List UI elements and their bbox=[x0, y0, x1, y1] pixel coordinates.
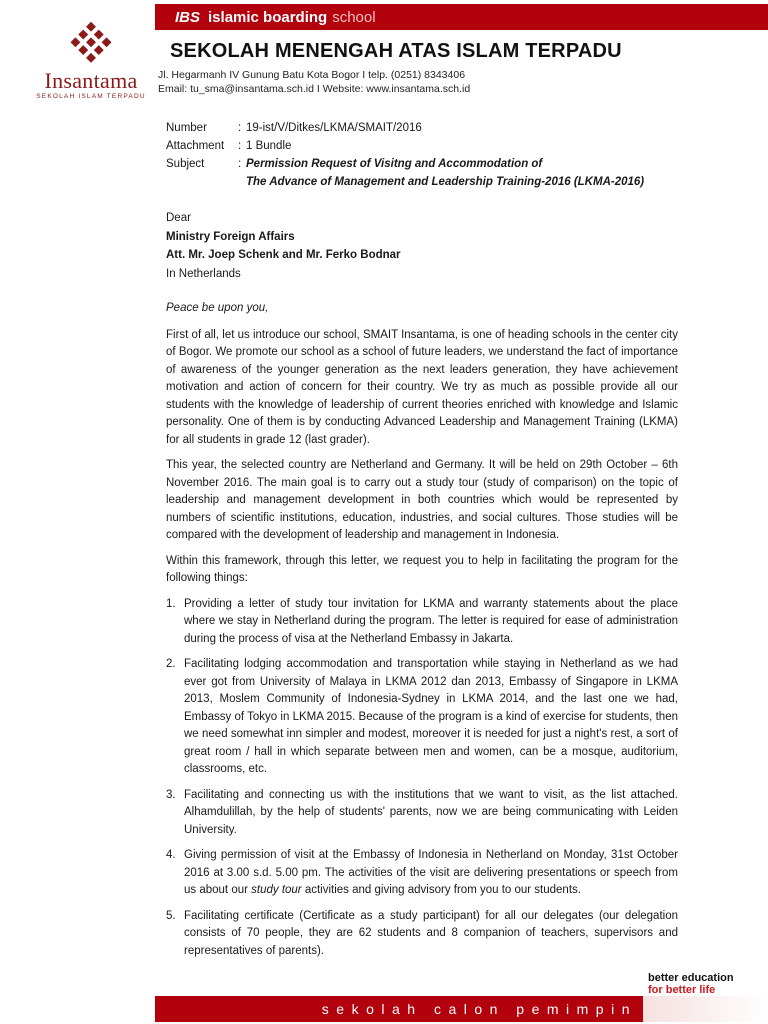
greeting: Peace be upon you, bbox=[166, 302, 269, 314]
slogan-line-1: better education bbox=[648, 972, 734, 984]
insantama-emblem-icon bbox=[66, 18, 116, 68]
footer-fade bbox=[643, 996, 768, 1022]
list-item: 4. Giving permission of visit at the Embassy of Indonesia in Netherland on Monday, 31st October 2016 at 3.00 s.d. 5.00 pm. The activities of the visit are delivering presentations or speech from us about our study tour activities and giving advisory from you to our students. bbox=[166, 849, 678, 896]
ibs-label: IBS bbox=[175, 8, 201, 26]
subject-line-1: Permission Request of Visitng and Accommodation of bbox=[246, 158, 543, 170]
letter-meta bbox=[166, 119, 644, 191]
school-logo bbox=[28, 18, 154, 100]
request-list bbox=[166, 596, 678, 961]
meta-attachment: Attachment : 1 Bundle bbox=[166, 137, 644, 155]
ibs-school: school bbox=[332, 8, 376, 26]
list-item: 3. Facilitating and connecting us with the institutions that we want to visit, as the list attached. Alhamdulillah, by the help of students' parents, now we are being communicating with Leiden University. bbox=[166, 788, 678, 836]
recipient-location: In Netherlands bbox=[166, 267, 241, 280]
letter-body bbox=[166, 300, 678, 968]
meta-number: Number : 19-ist/V/Ditkes/LKMA/SMAIT/2016 bbox=[166, 119, 644, 137]
footer-tagline: sekolah calon pemimpin bbox=[321, 1001, 637, 1017]
number-value: 19-ist/V/Ditkes/LKMA/SMAIT/2016 bbox=[246, 122, 422, 134]
ibs-header-bar bbox=[155, 4, 768, 30]
contact-line: Email: tu_sma@insantama.sch.id I Website: www.insantama.sch.id bbox=[158, 83, 471, 95]
list-item: 1. Providing a letter of study tour invitation for LKMA and warranty statements about the place where we stay in Netherland during the program. The letter is required for ease of administration during the process of visa at the Netherland Embassy in Jakarta. bbox=[166, 597, 678, 645]
school-title: SEKOLAH MENENGAH ATAS ISLAM TERPADU bbox=[170, 40, 622, 62]
footer-tagline-bar bbox=[155, 996, 643, 1022]
school-address bbox=[158, 68, 470, 96]
recipient-block bbox=[166, 209, 401, 283]
list-item: 2. Facilitating lodging accommodation and transportation while staying in Netherland as we had ever got from University of Malaya in LKMA 2012 dan 2013, Embassy of Singapore in LKMA 2013, Moslem Community of Indonesia-Sydney in LKMA 2014, and the last one we had, Embassy of Tokyo in LKMA 2015. Because of the program is a kind of exercise for students, then we need somewhat inn simpler and modest, moreover it is needed for just a night's rest, a sort of great room / hall in which separate between men and women, can be a mosque, auditorium, classrooms, etc. bbox=[166, 658, 678, 775]
subject-line-2: The Advance of Management and Leadership Training-2016 (LKMA-2016) bbox=[246, 176, 645, 188]
paragraph-schedule: This year, the selected country are Netherland and Germany. It will be held on 29th October – 6th November 2016. The main goal is to carry out a study tour (study of comparison) on the topic of leadership and management development in both countries which would be represented by numbers of scientific institutions, education, industries, and social cultures. Those studies will be compared with the development of leadership and management in Indonesia. bbox=[166, 459, 678, 541]
logo-subtitle: SEKOLAH ISLAM TERPADU bbox=[36, 93, 146, 100]
logo-name: Insantama bbox=[44, 68, 138, 93]
paragraph-intro: First of all, let us introduce our school, SMAIT Insantama, is one of heading schools in the center city of Bogor. We promote our school as a school of future leaders, we understand the fact of importance of awareness of the younger generation as the next leaders generation, they have achievement motivation and action of concern for their country. We try as much as possible provide all our students with the knowledge of leadership of current theories enriched with knowledge and Islamic personality. One of them is by conducting Advanced Leadership and Management Training (LKMA) for all students in grade 12 (last grader). bbox=[166, 328, 678, 446]
slogan-line-2: for better life bbox=[648, 984, 716, 996]
ibs-text: islamic boarding bbox=[208, 8, 328, 26]
slogan bbox=[648, 972, 734, 996]
meta-subject: Subject : Permission Request of Visitng and Accommodation of bbox=[166, 155, 644, 173]
salutation: Dear bbox=[166, 212, 191, 224]
recipient-attention: Att. Mr. Joep Schenk and Mr. Ferko Bodnar bbox=[166, 249, 401, 261]
paragraph-request: Within this framework, through this letter, we request you to help in facilitating the program for the following things: bbox=[166, 554, 678, 584]
attachment-value: 1 Bundle bbox=[246, 140, 292, 152]
list-item: 5. Facilitating certificate (Certificate as a study participant) for all our delegates (our delegation consists of 70 people, they are 62 students and 8 companion of teachers, supervisors and representatives of parents). bbox=[166, 909, 678, 957]
recipient-org: Ministry Foreign Affairs bbox=[166, 230, 295, 243]
address-line: Jl. Hegarmanh IV Gunung Batu Kota Bogor I telp. (0251) 8343406 bbox=[158, 69, 466, 81]
